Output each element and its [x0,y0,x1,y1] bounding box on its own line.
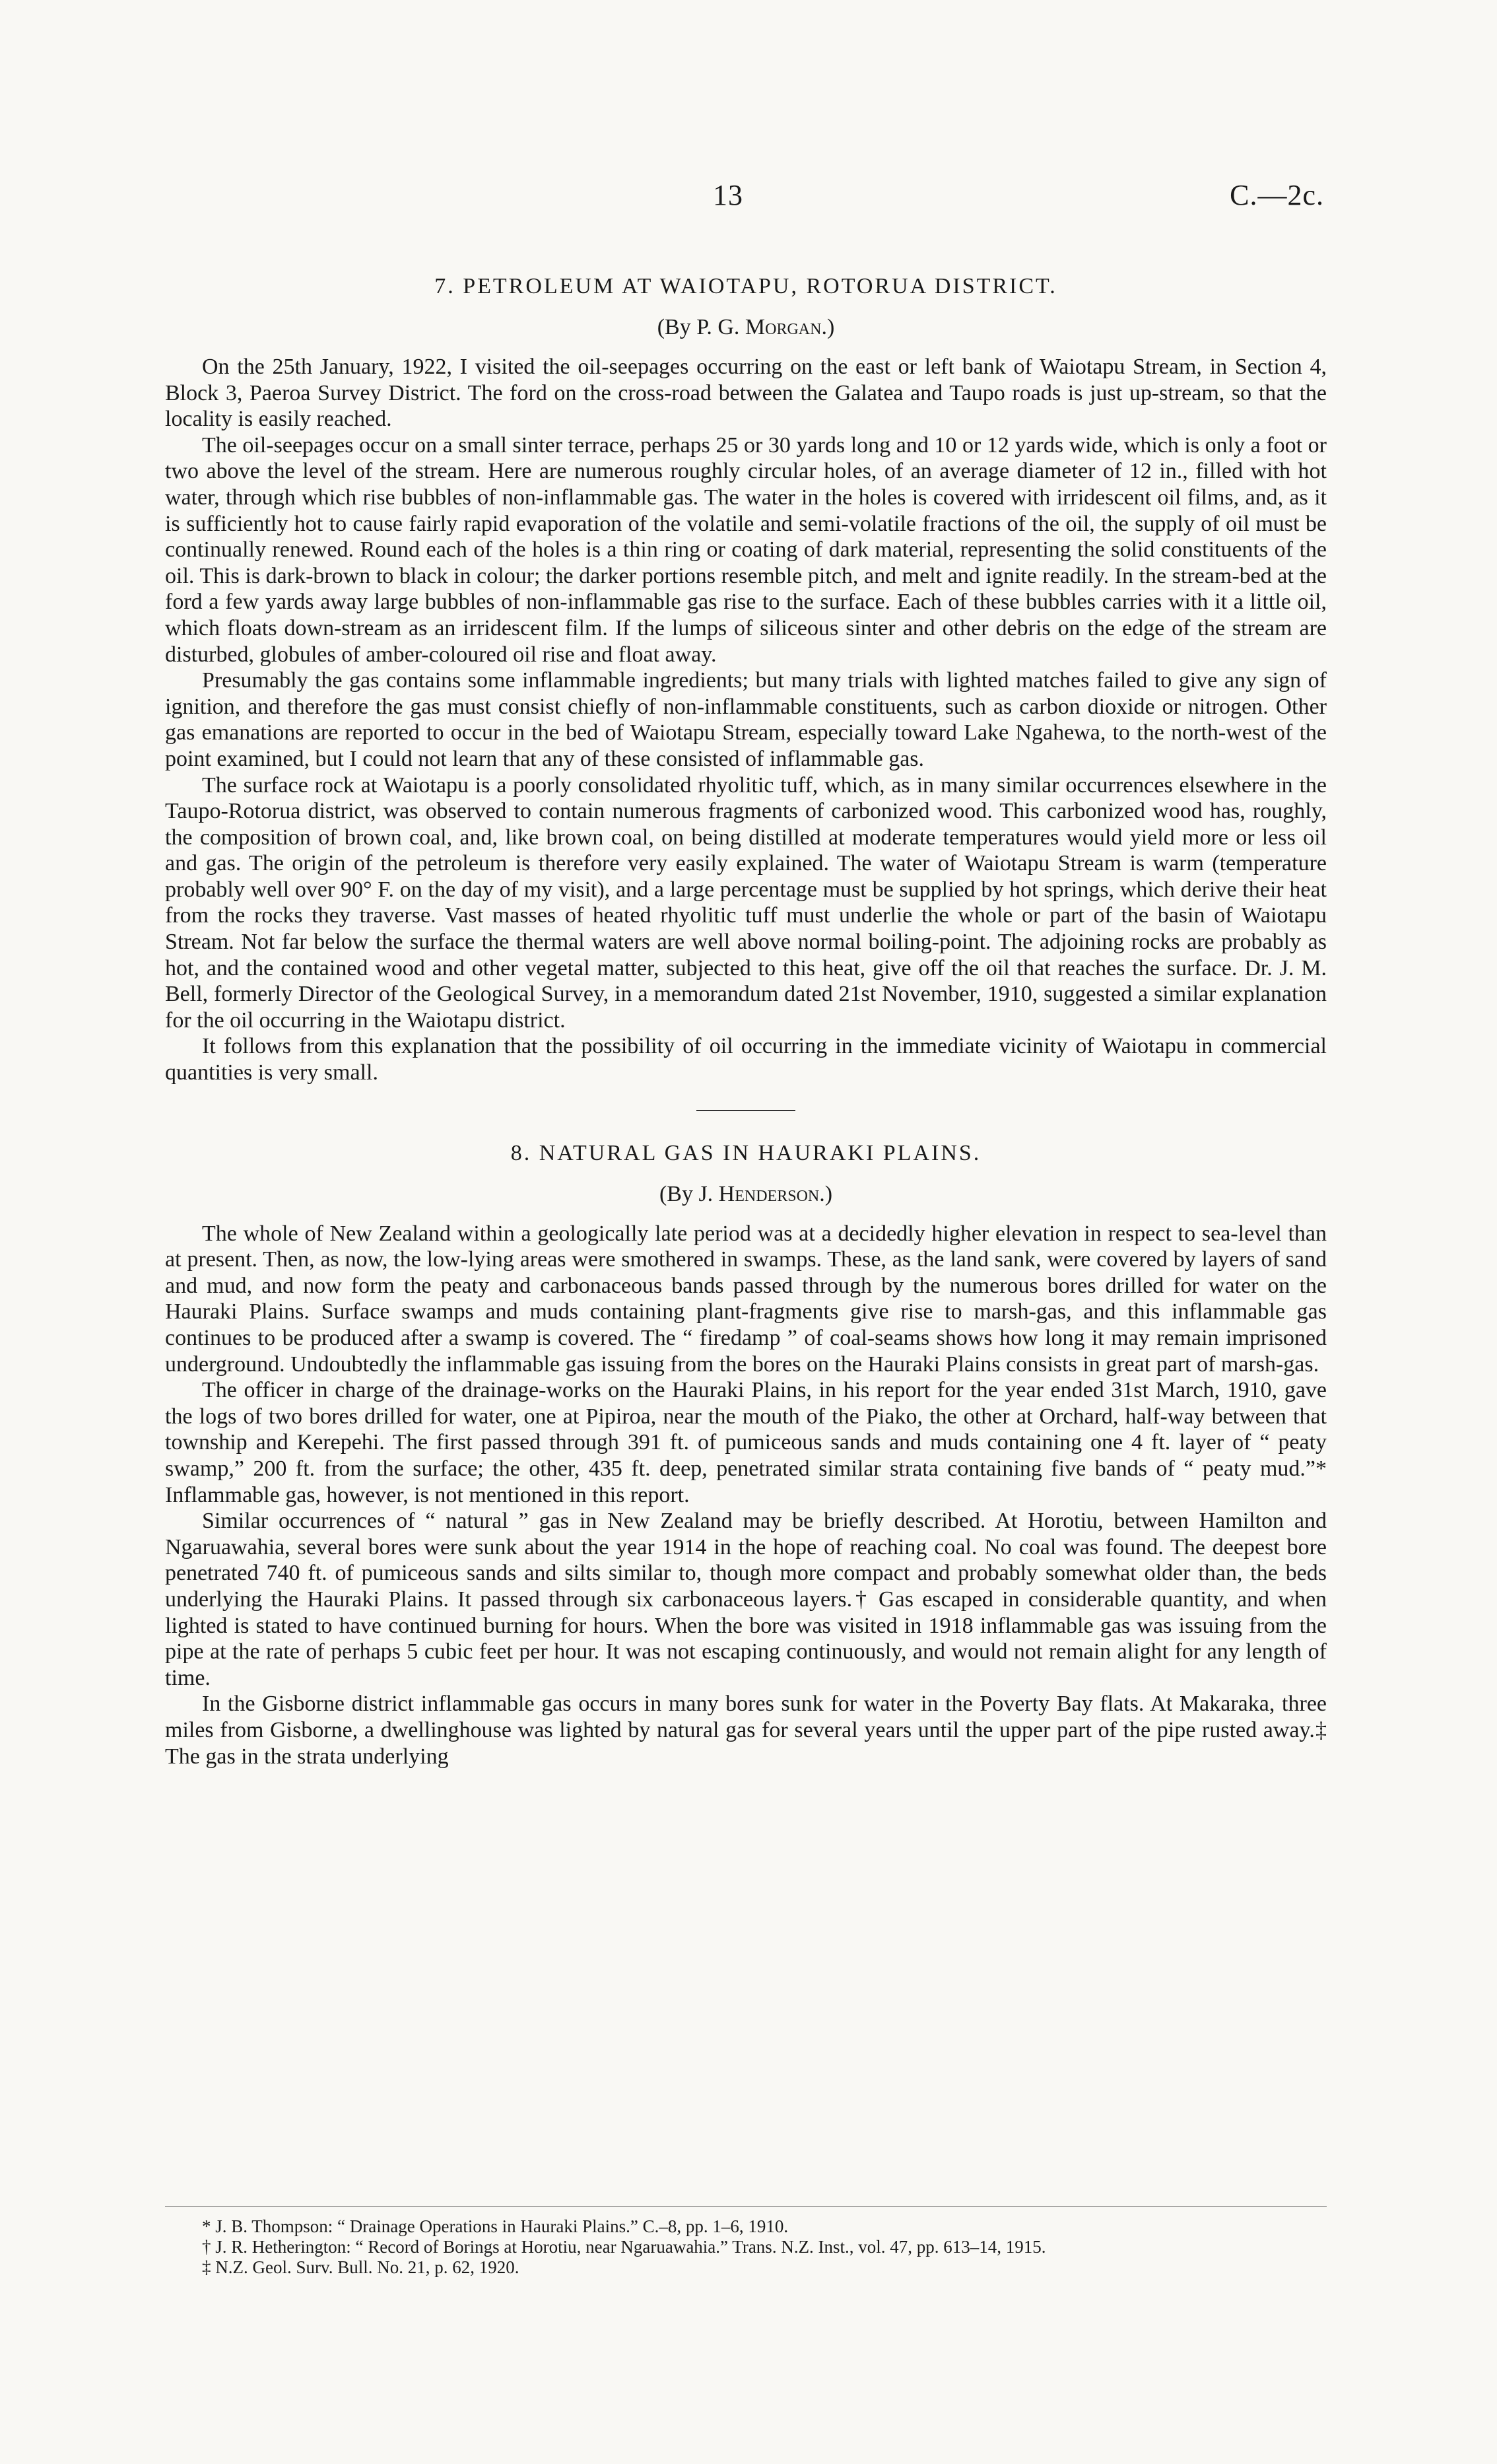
page-number: 13 [713,179,743,211]
paragraph: In the Gisborne district inflammable gas occurs in many bores sunk for water in the Poverty Bay flats. At Makaraka, three miles from Gisborne, a dwellinghouse was lighted by natural gas for several years until the upper part of the pipe rusted away.‡ The gas in the strata underlying [165,1692,1327,1769]
footnote: † J. R. Hetherington: “ Record of Borings at Horotiu, near Ngaruawahia.” Trans. N.Z. Inst., vol. 47, pp. 613–14, 1915. [202,2237,1046,2257]
paragraph: The surface rock at Waiotapu is a poorly consolidated rhyolitic tuff, which, as in many similar occurrences elsewhere in the Taupo-Rotorua district, was observed to contain numerous fragments of carbonized wood. This carbonized wood has, roughly, the composition of brown coal, and, like brown coal, on being distilled at moderate temperatures would yield more or less oil and gas. The origin of the petroleum is therefore very easily explained. The water of Waiotapu Stream is warm (temperature probably well over 90° F. on the day of my visit), and a large percentage must be supplied by hot springs, which derive their heat from the rocks they traverse. Vast masses of heated rhyolitic tuff must underlie the whole or part of the basin of Waiotapu Stream. Not far below the surface the thermal waters are well above normal boiling-point. The adjoining rocks are probably as hot, and the contained wood and other vegetal matter, subjected to this heat, give off the oil that reaches the surface. Dr. J. M. Bell, formerly Director of the Geological Survey, in a memorandum dated 21st November, 1910, suggested a similar explanation for the oil occurring in the Waiotapu district. [165,772,1327,1033]
byline-author: Henderson [718,1181,820,1206]
paragraph: The officer in charge of the drainage-works on the Hauraki Plains, in his report for the year ended 31st March, 1910, gave the logs of two bores drilled for water, one at Pipiroa, near the mouth of the Piako, the other at Orchard, half-way between that township and Kerepehi. The first passed through 391 ft. of pumiceous sands and muds containing one 4 ft. layer of “ peaty swamp,” 200 ft. from the surface; the other, 435 ft. deep, penetrated similar strata containing five bands of “ peaty mud.”* Inflammable gas, however, is not mentioned in this report. [165,1378,1327,1507]
byline-suffix: .) [821,315,835,339]
section-title-natural-gas: 8. NATURAL GAS IN HAURAKI PLAINS. [510,1140,981,1165]
section-divider [696,1110,795,1111]
paragraph: The oil-seepages occur on a small sinter terrace, perhaps 25 or 30 yards long and 10 or 12 yards wide, which is only a foot or two above the level of the stream. Here are numerous roughly circular holes, of an average diameter of 12 in., filled with hot water, through which rise bubbles of non-inflammable gas. The water in the holes is covered with irridescent oil films, and, as it is sufficiently hot to cause fairly rapid evaporation of the volatile and semi-volatile fractions of the oil, the supply of oil must be continually renewed. Round each of the holes is a thin ring or coating of dark material, representing the solid constituents of the oil. This is dark-brown to black in colour; the darker portions resemble pitch, and melt and ignite readily. In the stream-bed at the ford a few yards away large bubbles of non-inflammable gas rise to the surface. Each of these bubbles carries with it a little oil, which floats down-stream as an irridescent film. If the lumps of siliceous sinter and other debris on the edge of the stream are disturbed, globules of amber-coloured oil rise and float away. [165,432,1327,667]
section-title-petroleum: 7. PETROLEUM AT WAIOTAPU, ROTORUA DISTRICT. [434,274,1057,298]
paragraph: It follows from this explanation that the possibility of oil occurring in the immediate vicinity of Waiotapu in commercial quantities is very small. [165,1034,1327,1085]
byline-prefix: (By P. G. [657,315,745,339]
byline-prefix: (By J. [659,1181,719,1206]
footnote: ‡ N.Z. Geol. Surv. Bull. No. 21, p. 62, 1920. [202,2257,519,2277]
paragraph: The whole of New Zealand within a geologically late period was at a decidedly higher elevation in respect to sea-level than at present. Then, as now, the low-lying areas were smothered in swamps. These, as the land sank, were covered by layers of sand and mud, and now form the peaty and carbonaceous bands passed through by the numerous bores drilled for water on the Hauraki Plains. Surface swamps and muds containing plant-fragments give rise to marsh-gas, and this inflammable gas continues to be produced after a swamp is covered. The “ firedamp ” of coal-seams shows how long it may remain imprisoned underground. Undoubtedly the inflammable gas issuing from the bores on the Hauraki Plains consists in great part of marsh-gas. [165,1221,1327,1377]
main-content [165,271,1327,1769]
byline-suffix: .) [819,1181,833,1206]
section-byline-petroleum [165,312,1327,343]
paragraph: Presumably the gas contains some inflammable ingredients; but many trials with lighted matches failed to give any sign of ignition, and therefore the gas must consist chiefly of non-inflammable constituents, such as carbon dioxide or nitrogen. Other gas emanations are reported to occur in the bed of Waiotapu Stream, especially toward Lake Ngahewa, to the north-west of the point examined, but I could not learn that any of these consisted of inflammable gas. [165,668,1327,771]
footnotes [165,2207,1327,2278]
section-byline-natural-gas [165,1179,1327,1210]
byline-author: Morgan [745,315,822,339]
paragraph: On the 25th January, 1922, I visited the oil-seepages occurring on the east or left bank of Waiotapu Stream, in Section 4, Block 3, Paeroa Survey District. The ford on the cross-road between the Galatea and Taupo roads is just up-stream, so that the locality is easily reached. [165,355,1327,432]
footnote: * J. B. Thompson: “ Drainage Operations in Hauraki Plains.” C.–8, pp. 1–6, 1910. [202,2216,789,2236]
document-reference: C.—2c. [1230,179,1324,211]
paragraph: Similar occurrences of “ natural ” gas in New Zealand may be briefly described. At Horotiu, between Hamilton and Ngaruawahia, several bores were sunk about the year 1914 in the hope of reaching coal. No coal was found. The deepest bore penetrated 740 ft. of pumiceous sands and silts similar to, though more compact and probably somewhat older than, the beds underlying the Hauraki Plains. It passed through six carbonaceous layers.† Gas escaped in considerable quantity, and when lighted is stated to have continued burning for hours. When the bore was visited in 1918 inflammable gas was issuing from the pipe at the rate of perhaps 5 cubic feet per hour. It was not escaping continuously, and would not remain alight for any length of time. [165,1509,1327,1690]
